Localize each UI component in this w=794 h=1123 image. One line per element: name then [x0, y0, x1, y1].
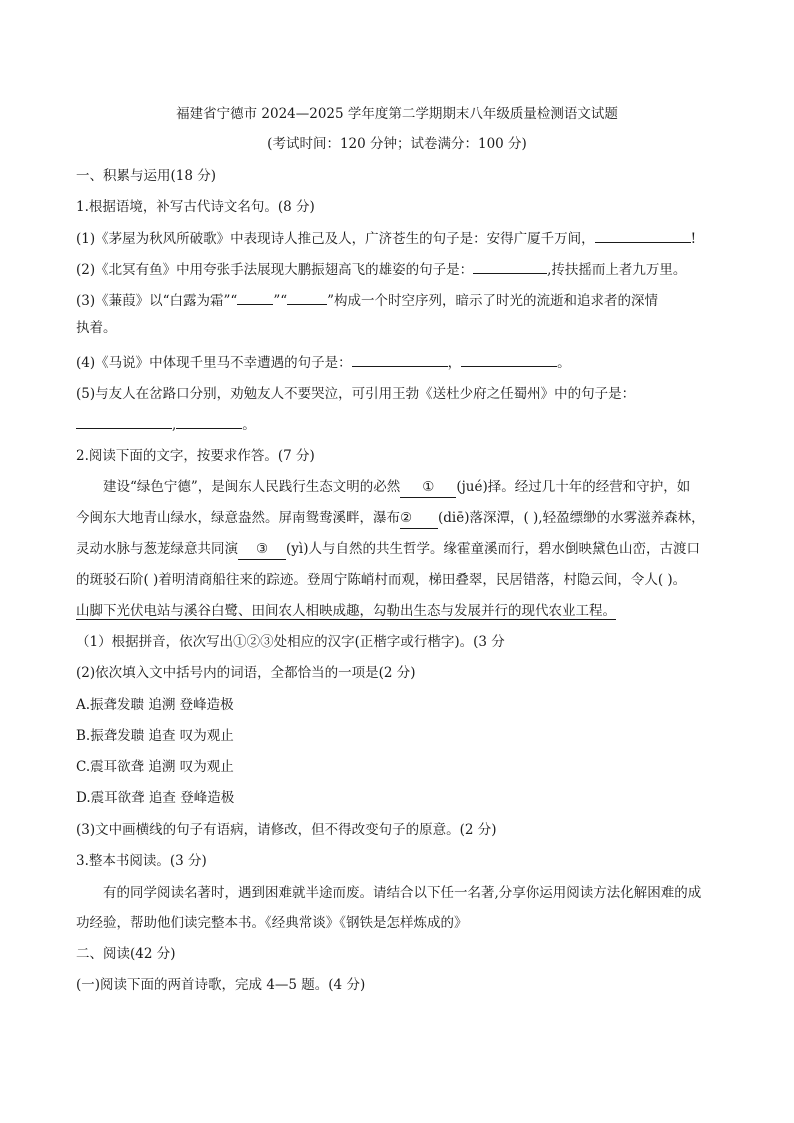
question-1-item-3-cont: 执着。: [76, 320, 117, 336]
item-1-end: !: [690, 231, 697, 247]
passage-line-5-underlined: 山脚下光伏电站与溪谷白鹭、田间农人相映成趣，勾勒出生态与发展并行的现代农业工程。: [76, 603, 616, 619]
question-3-text-2: 功经验，帮助他们读完整本书。《经典常谈》《钢铁是怎样炼成的》: [76, 915, 468, 931]
exam-subtitle: (考试时间：120 分钟；试卷满分：100 分): [267, 136, 527, 152]
section-2-sub-1: (一)阅读下面的两首诗歌，完成 4—5 题。(4 分): [76, 977, 366, 993]
exam-title: 福建省宁德市 2024—2025 学年度第二学期期末八年级质量检测语文试题: [176, 106, 618, 122]
option-d[interactable]: D.震耳欲聋 追查 登峰造极: [76, 790, 235, 806]
item-4-end: 。: [557, 355, 571, 371]
question-2-sub-2: (2)依次填入文中括号内的词语，全都恰当的一项是(2 分): [76, 665, 416, 681]
item-4-text: (4)《马说》中体现千里马不幸遭遇的句子是：: [76, 355, 352, 371]
item-5-mid: ,: [172, 417, 177, 433]
question-2-sub-1: （1）根据拼音，依次写出①②③处相应的汉字(正楷字或行楷字)。(3 分: [76, 634, 505, 650]
question-1-item-5: (5)与友人在岔路口分别，劝勉友人不要哭泣，可引用王勃《送杜少府之任蜀州》中的句子是：: [76, 386, 636, 402]
question-1-stem: 1.根据语境，补写古代诗文名句。(8 分): [76, 199, 315, 215]
item-3-part-c: ”构成一个时空序列，暗示了时光的流逝和追求者的深情: [327, 293, 659, 309]
question-3-text-1: 有的同学阅读名著时，遇到困难就半途而废。请结合以下任一名著,分享你运用阅读方法化解困难的成: [103, 885, 702, 901]
blank-2[interactable]: ②: [400, 508, 438, 529]
question-2-stem: 2.阅读下面的文字，按要求作答。(7 分): [76, 448, 315, 464]
question-1-item-5-blanks: [76, 414, 726, 435]
item-3-part-a: (3)《蒹葭》以“白露为霜”“: [76, 293, 238, 309]
item-3-part-b: ”“: [273, 293, 288, 309]
passage-line-3: 灵动水脉与葱茏绿意共同演 ③ (yì)人与自然的共生哲学。缘霍童溪而行，碧水倒映黛色山峦，古渡口: [76, 539, 726, 560]
question-2-sub-3: (3)文中画横线的句子有语病，请修改，但不得改变句子的原意。(2 分): [76, 822, 497, 838]
blank-1[interactable]: ①: [400, 477, 456, 498]
item-5-end: 。: [242, 417, 256, 433]
answer-blank[interactable]: [287, 290, 327, 305]
answer-blank[interactable]: [76, 414, 172, 429]
item-2-end: ,抟扶摇而上者九万里。: [547, 262, 687, 278]
answer-blank[interactable]: [595, 228, 691, 243]
option-b[interactable]: B.振聋发聩 追查 叹为观止: [76, 728, 234, 744]
passage-line-4: 的斑驳石阶( )着明清商船往来的踪迹。登周宁陈峭村而观，梯田叠翠，民居错落，村隐云间，令人( )。: [76, 572, 687, 588]
item-4-mid: ，: [447, 355, 462, 371]
section-2-heading: 二、阅读(42 分): [76, 946, 176, 962]
answer-blank[interactable]: [176, 414, 242, 429]
answer-blank[interactable]: [461, 352, 557, 367]
question-1-item-2: [76, 259, 726, 280]
option-c[interactable]: C.震耳欲聋 追溯 叹为观止: [76, 759, 234, 775]
question-1-item-1: [76, 228, 726, 249]
question-3-stem: 3.整本书阅读。(3 分): [76, 853, 207, 869]
passage-line-1: 建设“绿色宁德”，是闽东人民践行生态文明的必然 ① (jué)择。经过几十年的经营和守护，如: [76, 477, 753, 498]
option-a[interactable]: A.振聋发聩 追溯 登峰造极: [76, 697, 234, 713]
answer-blank[interactable]: [352, 352, 448, 367]
blank-3[interactable]: ③: [238, 539, 286, 560]
answer-blank[interactable]: [473, 259, 547, 274]
answer-blank[interactable]: [237, 290, 273, 305]
item-2-text: (2)《北冥有鱼》中用夸张手法展现大鹏振翅高飞的雄姿的句子是：: [76, 262, 474, 278]
question-1-item-4: [76, 352, 726, 373]
passage-line-2: 今闽东大地青山绿水，绿意盎然。屏南鸳鸯溪畔，瀑布② (diē)落深潭，( ),轻盈缥缈的水雾滋养森林，: [76, 508, 726, 529]
item-1-text: (1)《茅屋为秋风所破歌》中表现诗人推己及人，广济苍生的句子是：安得广厦千万间，: [76, 231, 595, 247]
section-1-heading: 一、积累与运用(18 分): [76, 168, 217, 184]
question-1-item-3: [76, 290, 726, 311]
